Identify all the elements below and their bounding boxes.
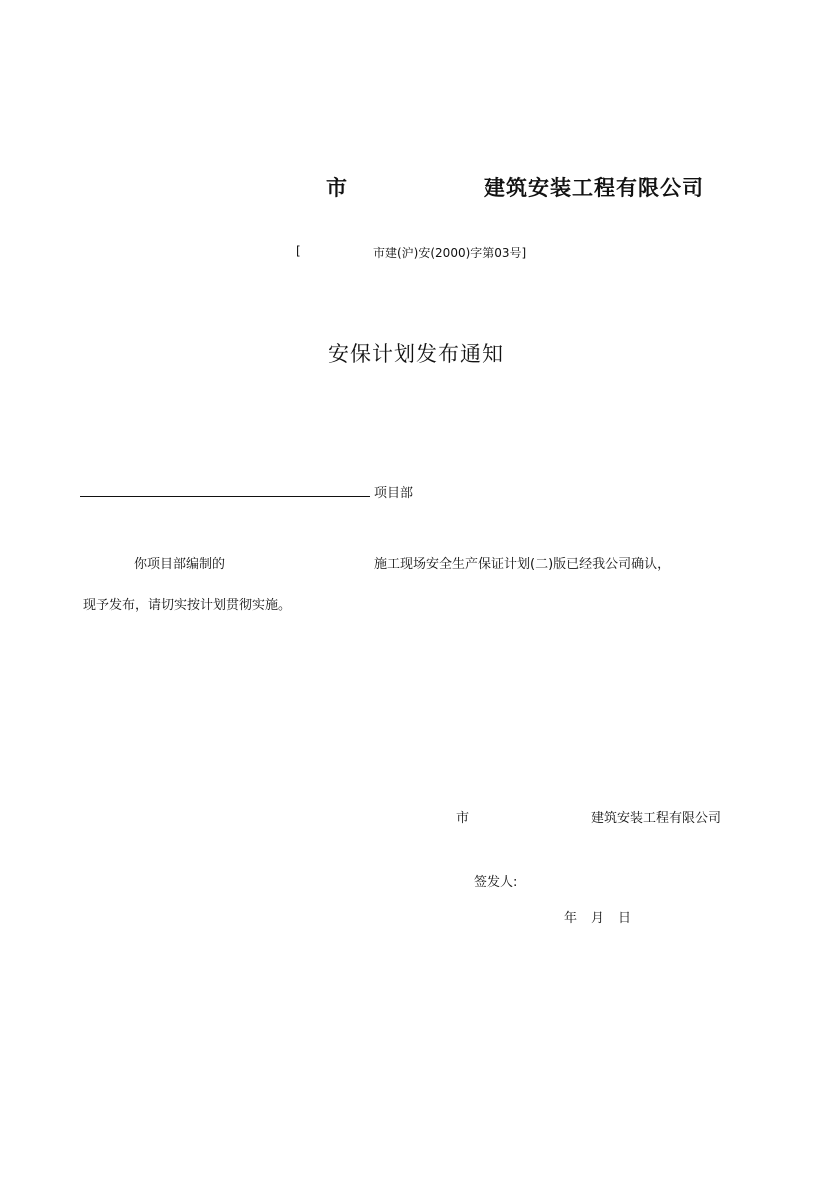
date-year-label: 年	[564, 911, 578, 926]
document-number-open-bracket: [	[296, 244, 301, 258]
addressee-suffix: 项目部	[374, 486, 414, 501]
body-line1-start: 你项目部编制的	[134, 557, 226, 572]
body-line1-end: 施工现场安全生产保证计划(二)版已经我公司确认，	[374, 557, 671, 572]
signer-label: 签发人:	[474, 875, 518, 890]
date-day-label: 日	[618, 911, 632, 926]
header-company-name: 建筑安装工程有限公司	[484, 176, 704, 200]
document-number: 市建(沪)安(2000)字第03号]	[373, 246, 527, 260]
date-month-label: 月	[591, 911, 605, 926]
signature-company-prefix: 市	[456, 811, 470, 826]
addressee-blank-line	[80, 496, 370, 497]
notice-title: 安保计划发布通知	[328, 342, 504, 366]
signature-company-name: 建筑安装工程有限公司	[591, 811, 722, 826]
body-line2: 现予发布，请切实按计划贯彻实施。	[83, 598, 292, 613]
header-company-prefix: 市	[326, 176, 348, 200]
